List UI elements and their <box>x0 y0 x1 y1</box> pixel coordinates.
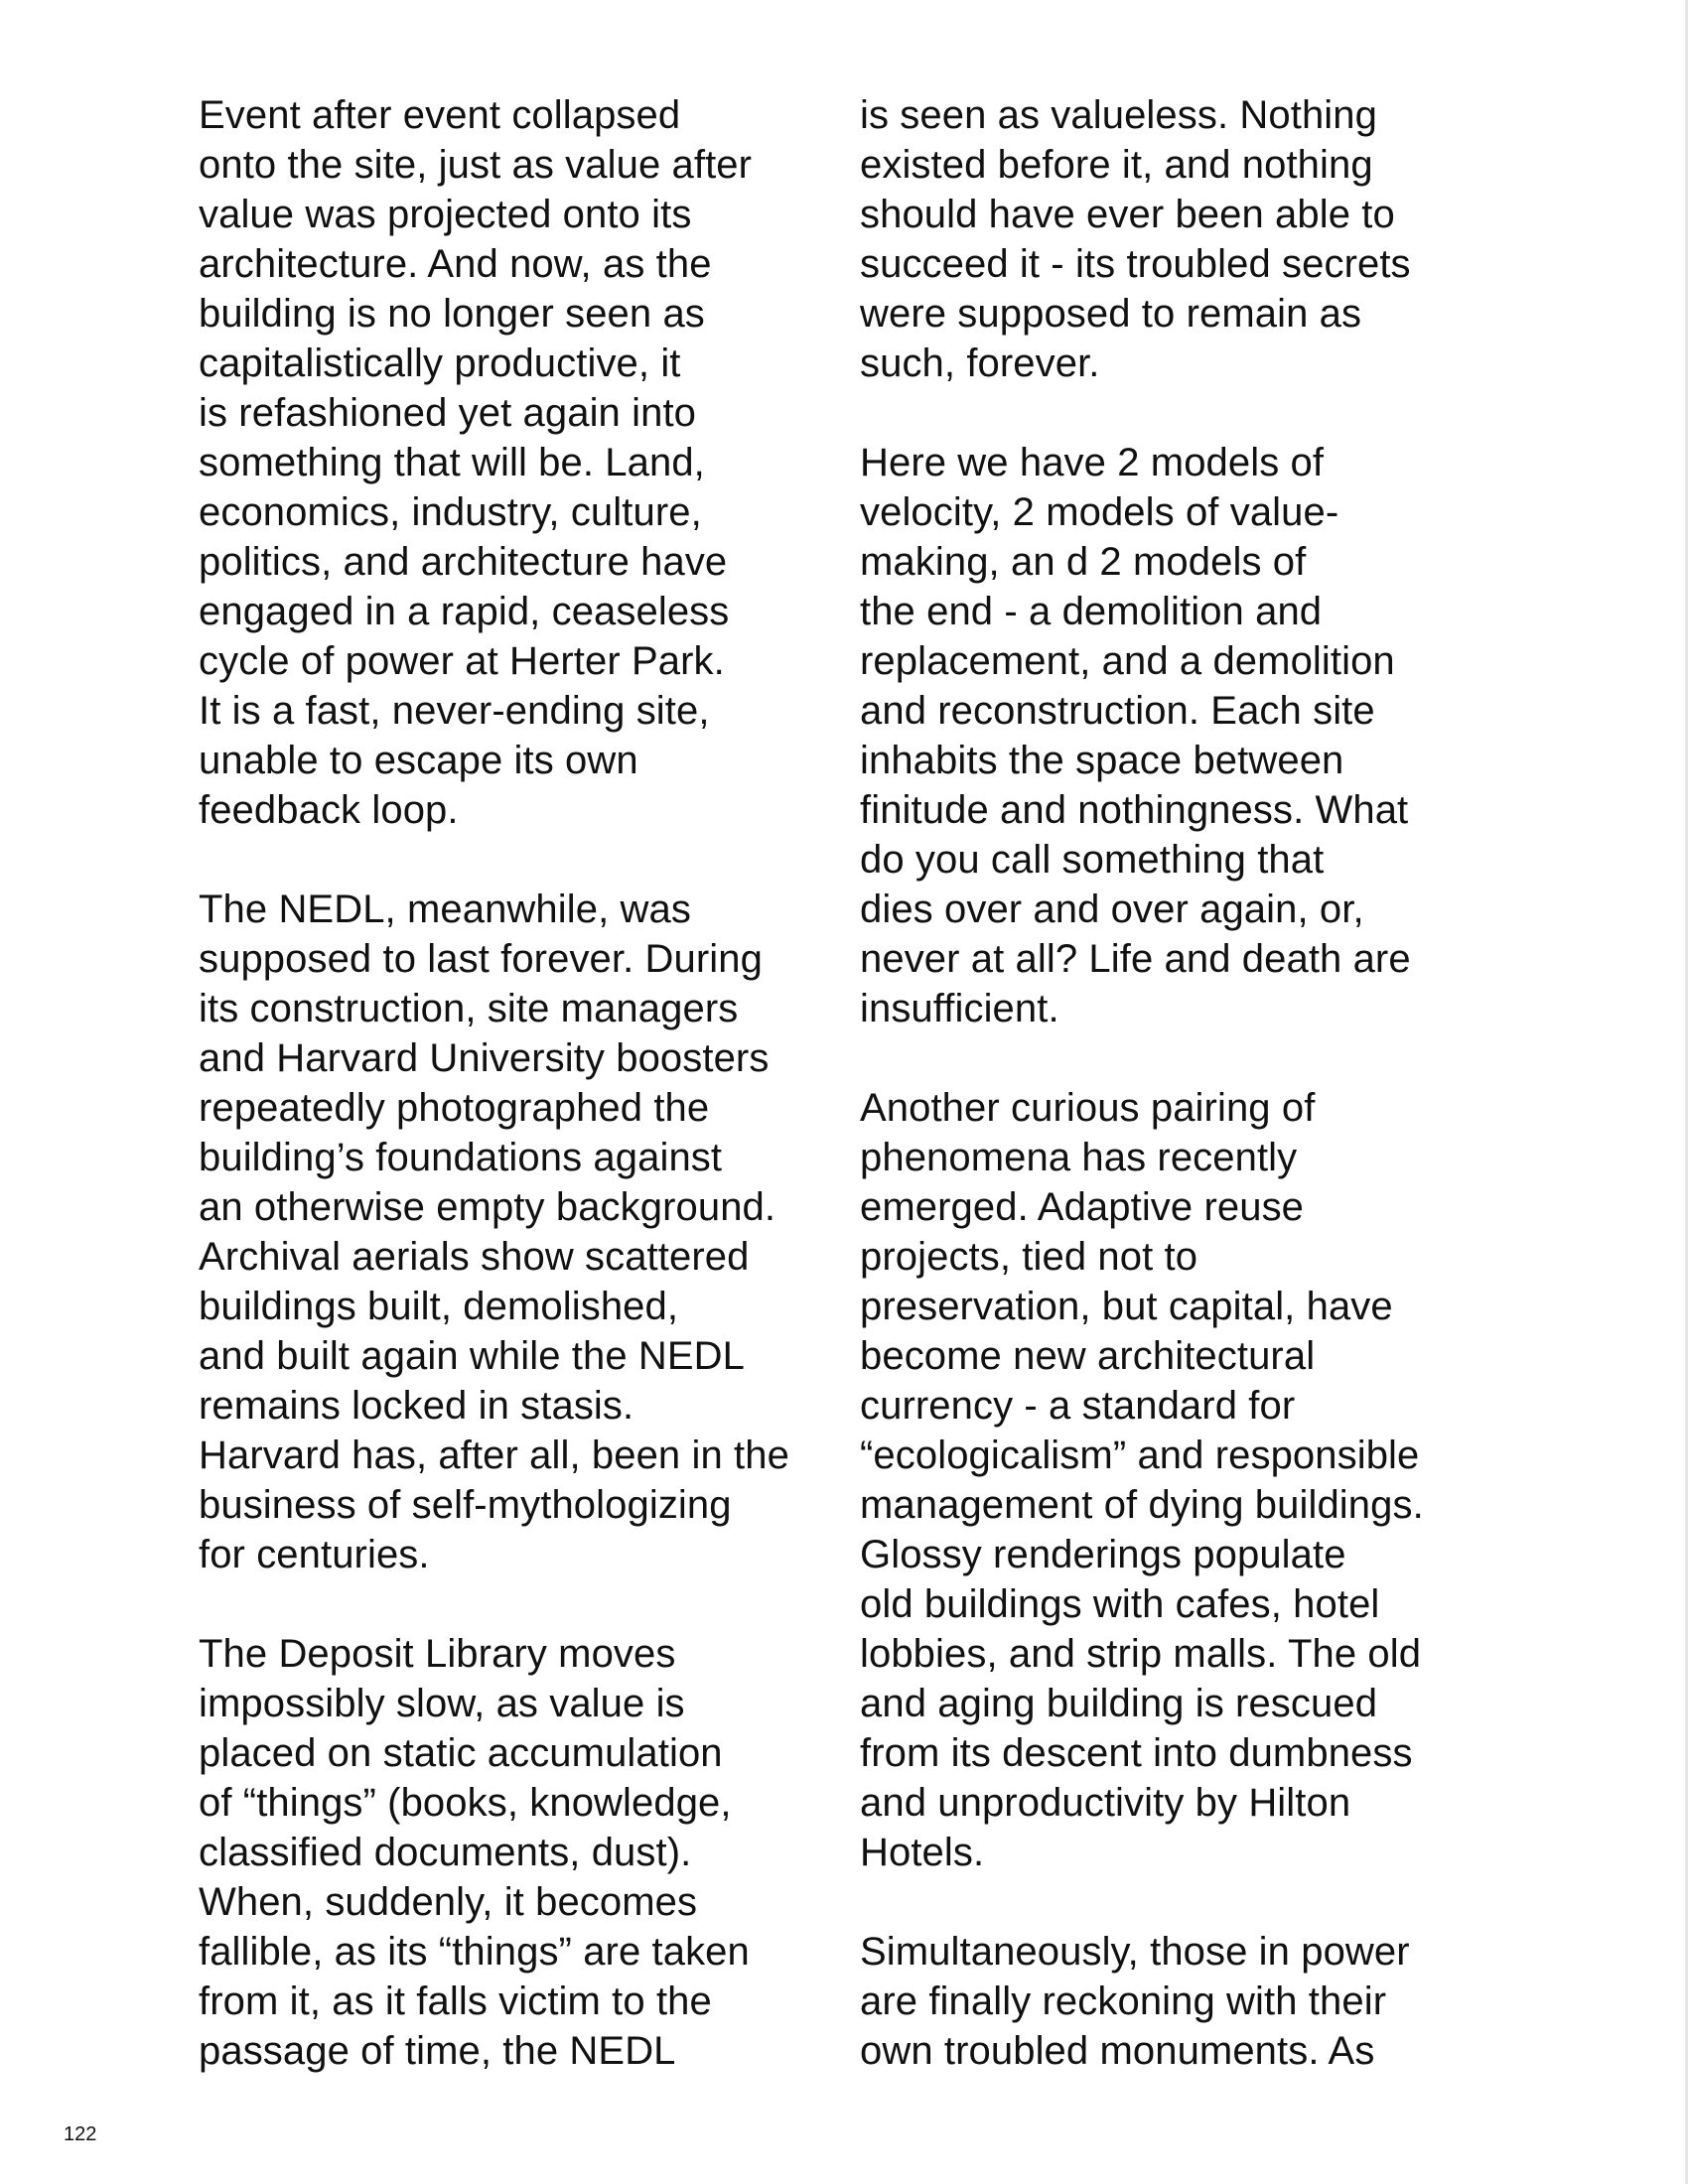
text-line: lobbies, and strip malls. The old <box>860 1632 1422 1676</box>
text-line: The NEDL, meanwhile, was <box>199 887 691 931</box>
text-line: and built again while the NEDL <box>199 1334 746 1378</box>
text-line: from it, as it falls victim to the <box>199 1979 712 2023</box>
text-line: building is no longer seen as <box>199 292 705 336</box>
body-paragraph <box>199 885 834 1579</box>
text-line: passage of time, the NEDL <box>199 2029 676 2073</box>
text-line: own troubled monuments. As <box>860 2029 1375 2073</box>
text-line: politics, and architecture have <box>199 540 728 584</box>
text-line: projects, tied not to <box>860 1235 1198 1279</box>
text-line: finitude and nothingness. What <box>860 788 1409 832</box>
text-line: is seen as valueless. Nothing <box>860 93 1377 137</box>
right-text-column <box>860 90 1495 2076</box>
text-line: buildings built, demolished, <box>199 1285 679 1328</box>
text-line: impossibly slow, as value is <box>199 1682 685 1725</box>
text-line: Archival aerials show scattered <box>199 1235 750 1279</box>
text-line: do you call something that <box>860 838 1325 882</box>
text-line: building’s foundations against <box>199 1136 723 1179</box>
text-line: Glossy renderings populate <box>860 1533 1346 1576</box>
text-line: should have ever been able to <box>860 193 1395 236</box>
text-line: onto the site, just as value after <box>199 143 753 187</box>
text-line: and unproductivity by Hilton <box>860 1781 1351 1825</box>
text-line: for centuries. <box>199 1533 430 1576</box>
text-line: business of self-mythologizing <box>199 1483 732 1527</box>
text-line: placed on static accumulation <box>199 1731 723 1775</box>
text-line: its construction, site managers <box>199 987 739 1030</box>
body-paragraph <box>860 90 1495 388</box>
body-paragraph <box>860 438 1495 1033</box>
text-line: velocity, 2 models of value- <box>860 490 1339 534</box>
text-line: an otherwise empty background. <box>199 1185 776 1229</box>
text-line: management of dying buildings. <box>860 1483 1424 1527</box>
page-number: 122 <box>64 2123 97 2145</box>
paragraph-gap <box>199 1579 834 1629</box>
text-line: such, forever. <box>860 341 1100 385</box>
text-line: and Harvard University boosters <box>199 1036 770 1080</box>
text-line: preservation, but capital, have <box>860 1285 1393 1328</box>
text-line: remains locked in stasis. <box>199 1384 634 1428</box>
text-line: something that will be. Land, <box>199 441 705 484</box>
text-line: dies over and over again, or, <box>860 887 1364 931</box>
paragraph-gap <box>860 1033 1495 1083</box>
body-paragraph <box>199 90 834 835</box>
text-line: Simultaneously, those in power <box>860 1930 1410 1974</box>
text-line: of “things” (books, knowledge, <box>199 1781 732 1825</box>
text-line: never at all? Life and death are <box>860 937 1411 981</box>
body-paragraph <box>860 1083 1495 1877</box>
text-line: When, suddenly, it becomes <box>199 1880 698 1924</box>
text-line: economics, industry, culture, <box>199 490 702 534</box>
text-line: is refashioned yet again into <box>199 391 697 435</box>
paragraph-gap <box>860 388 1495 438</box>
body-paragraph <box>199 1629 834 2076</box>
text-line: the end - a demolition and <box>860 590 1323 633</box>
text-line: classified documents, dust). <box>199 1831 692 1874</box>
text-line: emerged. Adaptive reuse <box>860 1185 1305 1229</box>
text-line: succeed it - its troubled secrets <box>860 242 1411 286</box>
text-line: are finally reckoning with their <box>860 1979 1387 2023</box>
text-line: become new architectural <box>860 1334 1316 1378</box>
left-text-column <box>199 90 834 2076</box>
text-line: replacement, and a demolition <box>860 639 1395 683</box>
text-line: existed before it, and nothing <box>860 143 1373 187</box>
text-line: engaged in a rapid, ceaseless <box>199 590 730 633</box>
text-line: old buildings with cafes, hotel <box>860 1582 1380 1626</box>
text-line: Here we have 2 models of <box>860 441 1325 484</box>
text-line: architecture. And now, as the <box>199 242 712 286</box>
text-line: “ecologicalism” and responsible <box>860 1433 1420 1477</box>
text-line: from its descent into dumbness <box>860 1731 1413 1775</box>
text-line: Event after event collapsed <box>199 93 681 137</box>
text-line: Hotels. <box>860 1831 985 1874</box>
text-line: insufficient. <box>860 987 1059 1030</box>
text-line: supposed to last forever. During <box>199 937 763 981</box>
text-line: The Deposit Library moves <box>199 1632 676 1676</box>
text-line: and reconstruction. Each site <box>860 689 1375 733</box>
body-paragraph <box>860 1927 1495 2076</box>
text-line: It is a fast, never-ending site, <box>199 689 710 733</box>
paragraph-gap <box>199 835 834 885</box>
text-line: currency - a standard for <box>860 1384 1296 1428</box>
text-line: making, an d 2 models of <box>860 540 1307 584</box>
text-line: feedback loop. <box>199 788 459 832</box>
text-line: and aging building is rescued <box>860 1682 1378 1725</box>
text-line: fallible, as its “things” are taken <box>199 1930 750 1974</box>
text-line: Harvard has, after all, been in the <box>199 1433 789 1477</box>
text-line: inhabits the space between <box>860 739 1344 782</box>
text-line: cycle of power at Herter Park. <box>199 639 725 683</box>
text-line: unable to escape its own <box>199 739 638 782</box>
text-line: were supposed to remain as <box>860 292 1362 336</box>
text-line: value was projected onto its <box>199 193 692 236</box>
text-line: repeatedly photographed the <box>199 1086 710 1130</box>
text-line: Another curious pairing of <box>860 1086 1316 1130</box>
text-line: capitalistically productive, it <box>199 341 681 385</box>
text-line: phenomena has recently <box>860 1136 1298 1179</box>
paragraph-gap <box>860 1877 1495 1927</box>
